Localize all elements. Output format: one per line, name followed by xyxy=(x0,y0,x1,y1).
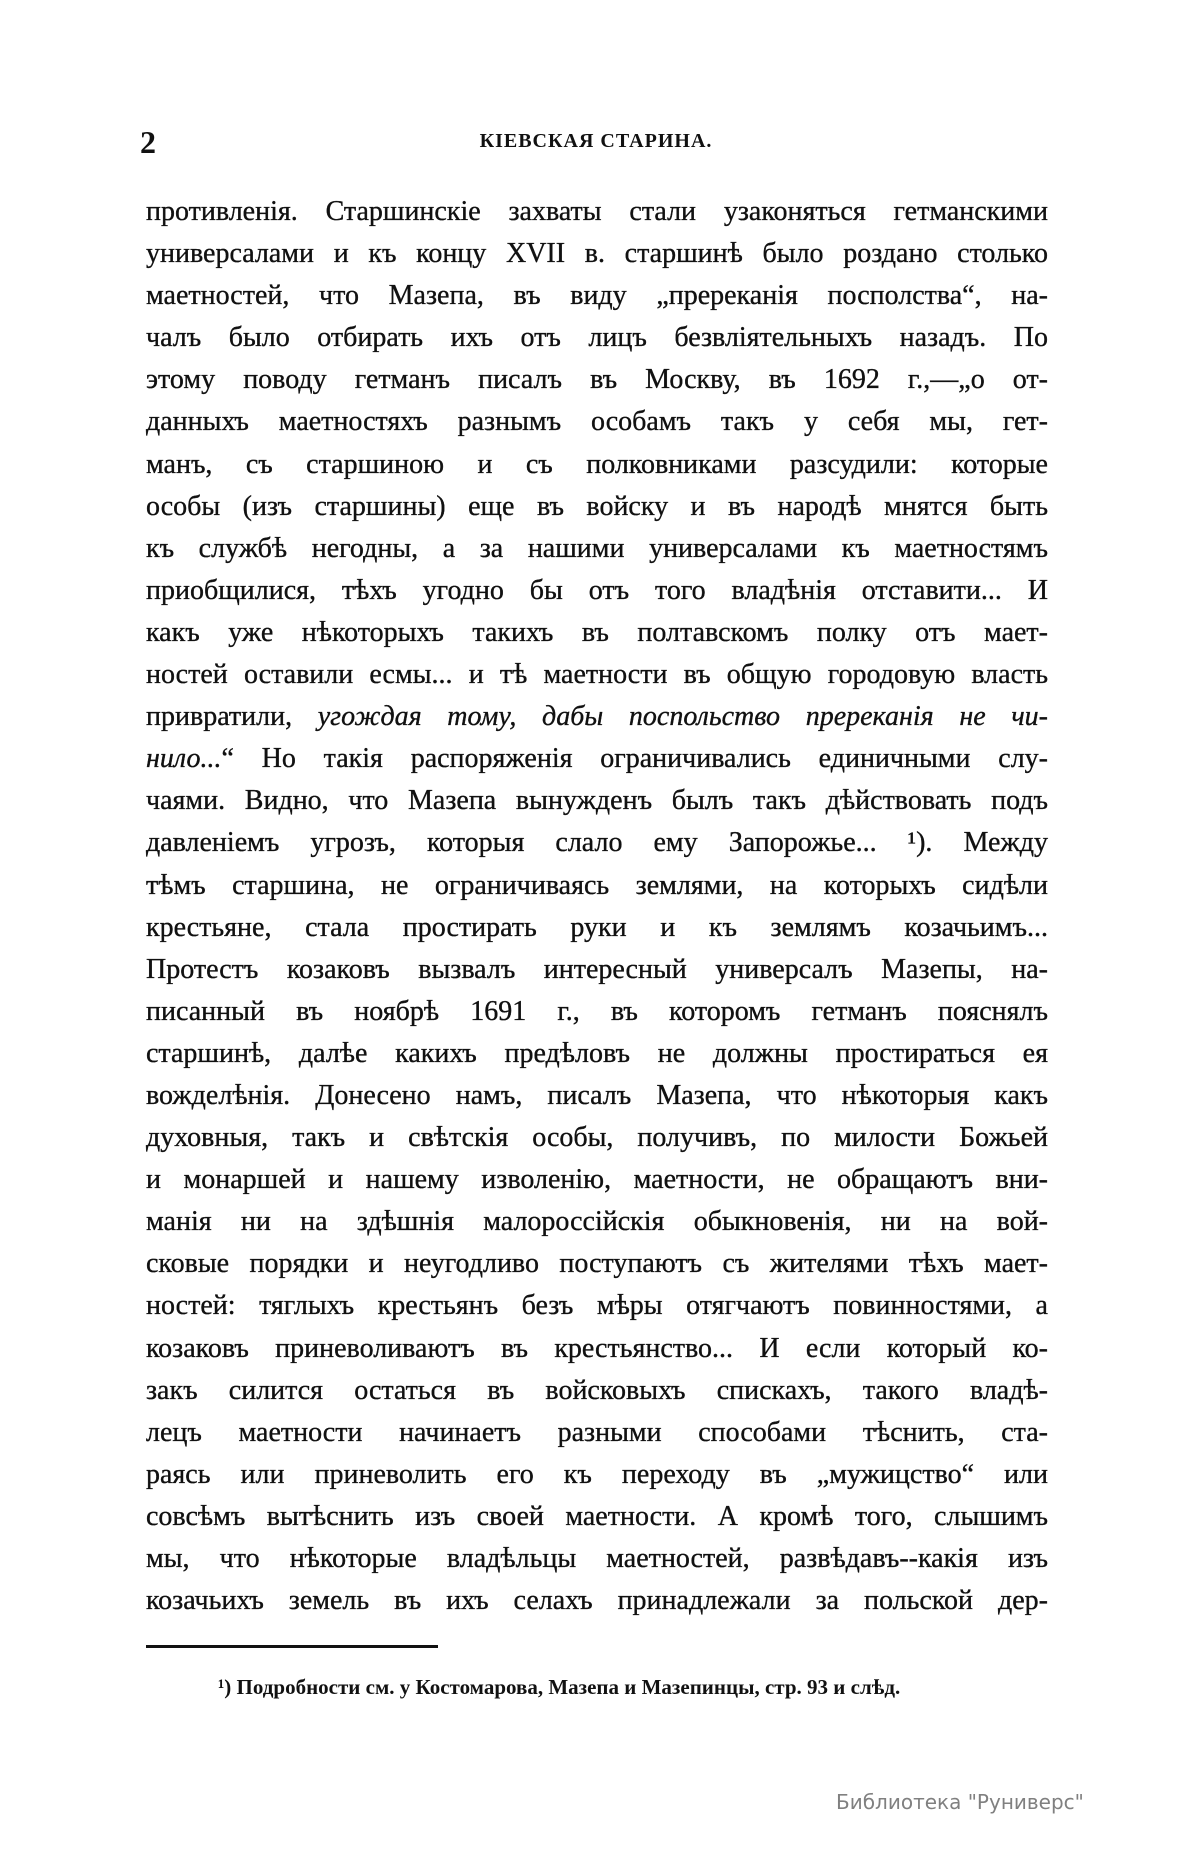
text-segment: приобщилися, тѣхъ угодно бы отъ того владѣнія отставити... И xyxy=(146,574,1048,606)
text-line xyxy=(146,1580,1048,1622)
text-line xyxy=(146,528,1048,570)
text-line xyxy=(146,1201,1048,1243)
text-line xyxy=(146,191,1048,233)
footnote-divider xyxy=(146,1645,438,1648)
text-line xyxy=(146,1243,1048,1285)
text-line xyxy=(146,317,1048,359)
text-line xyxy=(146,275,1048,317)
text-line xyxy=(146,233,1048,275)
text-segment: манія ни на здѣшнія малороссійскія обыкновенія, ни на вой- xyxy=(146,1206,1048,1238)
text-segment: мы, что нѣкоторые владѣльцы маетностей, развѣдавъ--какія изъ xyxy=(146,1543,1048,1574)
text-segment: писанный въ ноябрѣ 1691 г., въ которомъ гетманъ пояснялъ xyxy=(146,995,1048,1027)
text-line xyxy=(146,1285,1048,1327)
text-segment: духовныя, такъ и свѣтскія особы, получивъ, по милости Божьей xyxy=(146,1122,1048,1154)
italic-quote-segment: нило... xyxy=(146,743,222,775)
text-segment: лецъ маетности начинаетъ разными способами тѣснить, ста- xyxy=(146,1416,1048,1448)
text-line xyxy=(146,401,1048,443)
text-segment: совсѣмъ вытѣснить изъ своей маетности. А кромѣ того, слышимъ xyxy=(146,1500,1048,1532)
text-line xyxy=(146,1538,1048,1580)
text-segment: закъ силится остаться въ войсковыхъ спискахъ, такого владѣ- xyxy=(146,1374,1048,1406)
text-segment: чаями. Видно, что Мазепа вынужденъ былъ такъ дѣйствовать подъ xyxy=(146,785,1048,817)
text-segment: привратили, xyxy=(146,701,318,733)
text-line xyxy=(146,1496,1048,1538)
text-segment: сковые порядки и неугодливо поступаютъ съ жителями тѣхъ мает- xyxy=(146,1248,1048,1280)
text-segment: вожделѣнія. Донесено намъ, писалъ Мазепа, что нѣкоторыя какъ xyxy=(146,1079,1048,1111)
text-segment: чалъ было отбирать ихъ отъ лицъ безвліятельныхъ назадъ. По xyxy=(146,322,1048,354)
text-line xyxy=(146,780,1048,822)
text-line xyxy=(146,907,1048,949)
text-line xyxy=(146,1159,1048,1201)
footnote: ¹) Подробности см. у Костомарова, Мазепа и Мазепинцы, стр. 93 и слѣд. xyxy=(218,1675,901,1699)
text-segment: этому поводу гетманъ писалъ въ Москву, въ 1692 г.,—„о от- xyxy=(146,364,1048,396)
text-line xyxy=(146,1075,1048,1117)
text-segment: особы (изъ старшины) еще въ войску и въ народѣ мнятся быть xyxy=(146,490,1048,522)
text-line xyxy=(146,1328,1048,1370)
text-segment: старшинѣ, далѣе какихъ предѣловъ не должны простираться ея xyxy=(146,1037,1048,1069)
text-segment: козаковъ приневоливаютъ въ крестьянство... И если который ко- xyxy=(146,1332,1048,1364)
text-line xyxy=(146,612,1048,654)
text-segment: маетностей, что Мазепа, въ виду „пререканія посполства“, на- xyxy=(146,280,1048,312)
text-segment: ностей: тяглыхъ крестьянъ безъ мѣры отягчаютъ повинностями, а xyxy=(146,1290,1048,1322)
text-line xyxy=(146,570,1048,612)
text-segment: универсалами и къ концу XVII в. старшинѣ было роздано столько xyxy=(146,238,1048,270)
text-segment: и монаршей и нашему изволенію, маетности, не обращаютъ вни- xyxy=(146,1164,1048,1196)
text-line xyxy=(146,696,1048,738)
text-line xyxy=(146,1370,1048,1412)
text-line xyxy=(146,1033,1048,1075)
page-number: 2 xyxy=(140,124,156,160)
text-line xyxy=(146,1117,1048,1159)
text-segment: раясь или приневолить его къ переходу въ „мужицство“ или xyxy=(146,1458,1048,1490)
text-line xyxy=(146,822,1048,864)
text-segment: тѣмъ старшина, не ограничиваясь землями, на которыхъ сидѣли xyxy=(146,869,1048,901)
text-line xyxy=(146,865,1048,907)
text-line xyxy=(146,1454,1048,1496)
text-segment: козачьихъ земель въ ихъ селахъ принадлежали за польской дер- xyxy=(146,1585,1048,1617)
text-line xyxy=(146,991,1048,1033)
library-watermark: Библиотека "Руниверс" xyxy=(836,1790,1084,1814)
text-segment: данныхъ маетностяхъ разнымъ особамъ такъ у себя мы, гет- xyxy=(146,406,1048,438)
text-segment: Протестъ козаковъ вызвалъ интересный универсалъ Мазепы, на- xyxy=(146,953,1048,985)
text-line xyxy=(146,654,1048,696)
text-segment: къ службѣ негодны, а за нашими универсалами къ маетностямъ xyxy=(146,532,1048,564)
text-segment: крестьяне, стала простирать руки и къ землямъ козачьимъ... xyxy=(146,911,1048,943)
text-line xyxy=(146,738,1048,780)
text-segment: “ Но такія распоряженія ограничивались единичными слу- xyxy=(221,743,1048,775)
text-segment: манъ, съ старшиною и съ полковниками разсудили: которые xyxy=(146,448,1048,480)
text-line xyxy=(146,359,1048,401)
text-segment: какъ уже нѣкоторыхъ такихъ въ полтавскомъ полку отъ мает- xyxy=(146,616,1048,648)
text-line xyxy=(146,949,1048,991)
text-segment: противленія. Старшинскіе захваты стали узаконяться гетманскими xyxy=(146,196,1048,227)
running-title: КІЕВСКАЯ СТАРИНА. xyxy=(479,130,713,152)
body-text xyxy=(146,191,1048,1622)
text-line xyxy=(146,1412,1048,1454)
text-segment: ностей оставили есмы... и тѣ маетности въ общую городовую власть xyxy=(146,659,1048,691)
text-segment: давленіемъ угрозъ, которыя слало ему Запорожье... ¹). Между xyxy=(146,827,1048,859)
italic-quote-segment: угождая тому, дабы поспольство пререканія не чи- xyxy=(317,701,1048,733)
text-line xyxy=(146,486,1048,528)
text-line xyxy=(146,444,1048,486)
